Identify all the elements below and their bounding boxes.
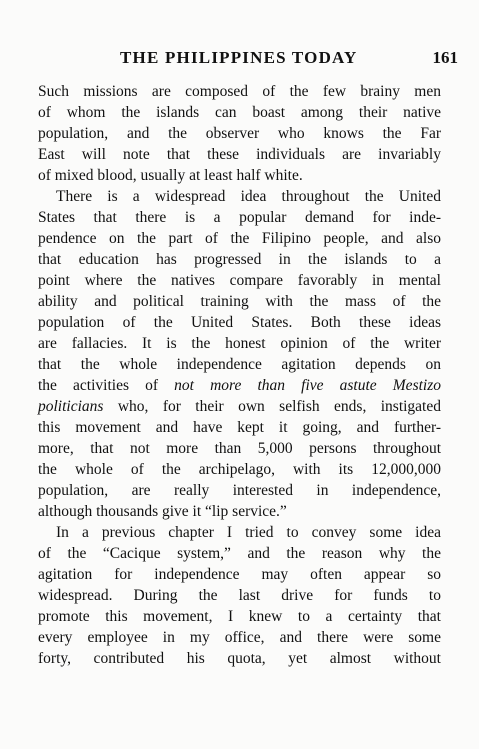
text-line: pendence on the part of the Filipino people, and also bbox=[38, 230, 441, 247]
text-line: population, are really interested in independence, bbox=[38, 482, 441, 499]
text-line bbox=[38, 375, 441, 396]
running-title: THE PHILIPPINES TODAY bbox=[120, 48, 358, 67]
text-line: ability and political training with the mass of the bbox=[38, 293, 441, 310]
text-line: of the “Cacique system,” and the reason why the bbox=[38, 545, 441, 562]
text-line: every employee in my office, and there were some bbox=[38, 629, 441, 646]
italic-text: politicians bbox=[38, 398, 104, 415]
text-line: this movement and have kept it going, and further- bbox=[38, 419, 441, 436]
page-number: 161 bbox=[432, 48, 458, 67]
text-line: widespread. During the last drive for funds to bbox=[38, 587, 441, 604]
italic-text: not more than five astute Mestizo bbox=[174, 377, 441, 394]
text-line: point where the natives compare favorably in mental bbox=[38, 272, 441, 289]
text-line: population of the United States. Both these ideas bbox=[38, 314, 441, 331]
text-line: more, that not more than 5,000 persons throughout bbox=[38, 440, 441, 457]
text-line bbox=[38, 396, 441, 417]
text-line: Such missions are composed of the few brainy men bbox=[38, 83, 441, 100]
text-line: that education has progressed in the islands to a bbox=[38, 251, 441, 268]
text-segment: who, for their own selfish ends, instigated bbox=[103, 398, 441, 415]
page-header bbox=[38, 48, 458, 72]
text-line: population, and the observer who knows the Far bbox=[38, 125, 441, 142]
text-line: that the whole independence agitation depends on bbox=[38, 356, 441, 373]
text-line: agitation for independence may often appear so bbox=[38, 566, 441, 583]
paragraph-first-line: In a previous chapter I tried to convey some idea bbox=[56, 524, 441, 541]
paragraph-first-line: There is a widespread idea throughout the United bbox=[56, 188, 441, 205]
text-line: promote this movement, I knew to a certainty that bbox=[38, 608, 441, 625]
text-line: although thousands give it “lip service.” bbox=[38, 503, 287, 520]
text-line: are fallacies. It is the honest opinion of the writer bbox=[38, 335, 441, 352]
text-line: forty, contributed his quota, yet almost without bbox=[38, 650, 441, 667]
text-line: States that there is a popular demand for inde- bbox=[38, 209, 441, 226]
text-line: East will note that these individuals are invariably bbox=[38, 146, 441, 163]
text-line: of whom the islands can boast among their native bbox=[38, 104, 441, 121]
text-segment: the activities of bbox=[38, 377, 175, 394]
text-line: the whole of the archipelago, with its 12,000,000 bbox=[38, 461, 441, 478]
text-line: of mixed blood, usually at least half white. bbox=[38, 167, 303, 184]
